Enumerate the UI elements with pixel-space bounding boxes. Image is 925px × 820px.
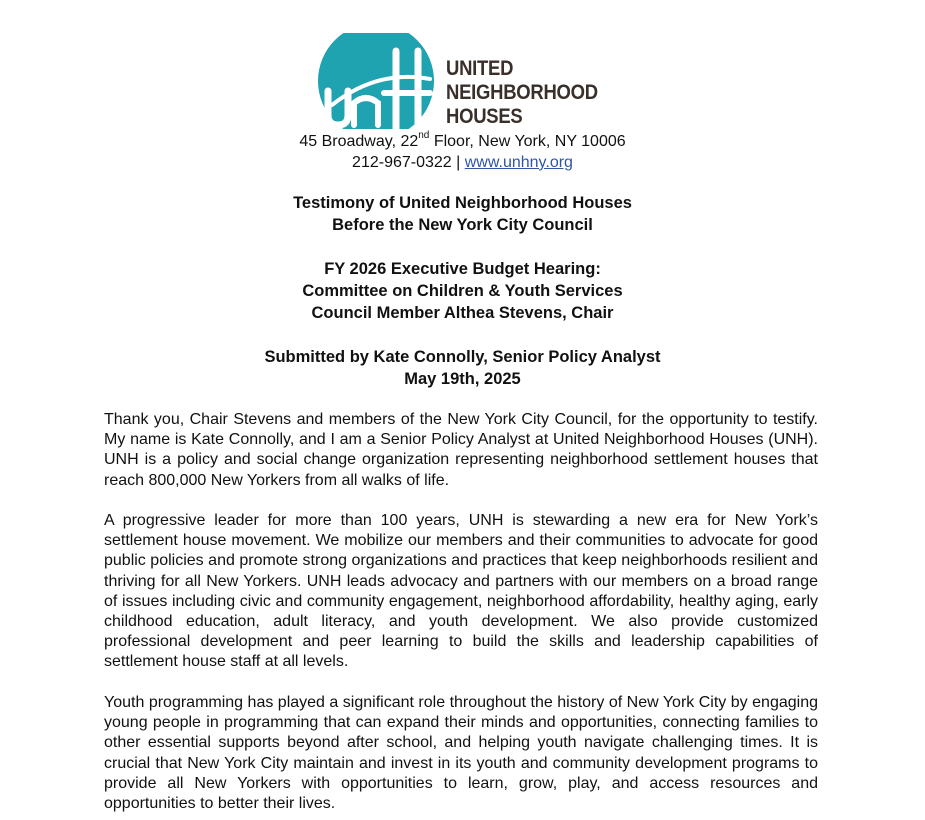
testimony-title xyxy=(0,192,925,236)
unh-logo-mark-icon xyxy=(318,33,438,129)
logo-line-3: HOUSES xyxy=(446,105,523,128)
logo-line-1: UNITED xyxy=(446,57,514,80)
website-link[interactable]: www.unhny.org xyxy=(464,154,573,171)
submission-info xyxy=(0,346,925,390)
street-address xyxy=(0,131,925,152)
logo-line-2: NEIGHBORHOOD xyxy=(446,81,598,104)
paragraph-about-unh: A progressive leader for more than 100 years, UNH is stewarding a new era for New York’s settlement house movement. We mobilize our members and their communities to advocate for good public policies and promote strong organizations and practices that keep neighborhoods resilient and thriving for all New Yorkers. UNH leads advocacy and partners with our members on a broad range of issues including civic and community engagement, neighborhood affordability, healthy aging, early childhood education, adult literacy, and youth development. We also provide customized professional development and peer learning to build the skills and leadership capabilities of settlement house staff at all levels. xyxy=(104,512,818,671)
title-line-1: Testimony of United Neighborhood Houses xyxy=(293,194,632,212)
contact-line xyxy=(0,152,925,173)
paragraph-intro: Thank you, Chair Stevens and members of the New York City Council, for the opportunity to testify. My name is Kate Connolly, and I am a Senior Policy Analyst at United Neighborhood Houses (UNH). UNH is a policy and social change organization representing neighborhood settlement houses that reach 800,000 New Yorkers from all walks of life. xyxy=(104,411,818,489)
hearing-info xyxy=(0,258,925,324)
hearing-line-3: Council Member Althea Stevens, Chair xyxy=(311,304,614,322)
paragraph-youth-programming: Youth programming has played a significant role throughout the history of New York City by engaging young people in programming that can expand their minds and opportunities, connecting families to other essential supports beyond after school, and helping youth navigate challenging times. It is crucial that New York City maintain and invest in its youth and community development programs to provide all New Yorkers with opportunities to learn, grow, play, and access resources and opportunities to better their lives. xyxy=(104,694,818,813)
submitted-by: Submitted by Kate Connolly, Senior Policy Analyst xyxy=(264,348,661,366)
submission-date: May 19th, 2025 xyxy=(404,370,521,388)
unh-logo xyxy=(318,33,608,129)
title-line-2: Before the New York City Council xyxy=(332,216,593,234)
ordinal-suffix: nd xyxy=(418,130,430,141)
logo-wordmark xyxy=(446,57,598,129)
phone-number: 212-967-0322 | xyxy=(352,154,465,171)
address-block xyxy=(0,131,925,173)
hearing-line-2: Committee on Children & Youth Services xyxy=(302,282,623,300)
street-address-rest: Floor, New York, NY 10006 xyxy=(429,133,626,150)
hearing-line-1: FY 2026 Executive Budget Hearing: xyxy=(324,260,601,278)
street-address-text: 45 Broadway, 22 xyxy=(299,133,419,150)
